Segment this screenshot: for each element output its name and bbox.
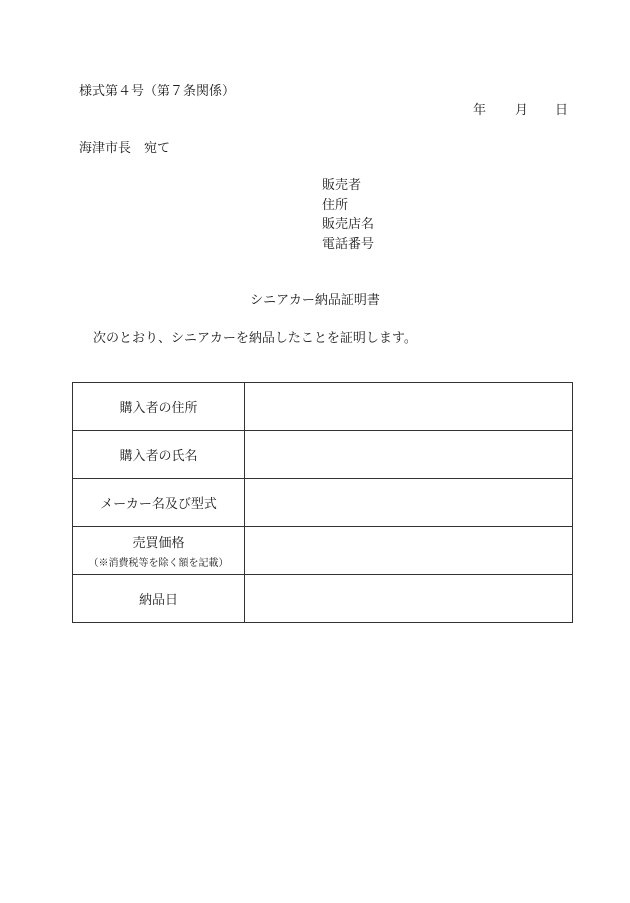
row-label-cell	[73, 431, 245, 479]
row-label-cell	[73, 527, 245, 575]
row-label: 納品日	[138, 593, 178, 608]
document-title: シニアカー納品証明書	[250, 293, 380, 308]
certification-statement: 次のとおり、シニアカーを納品したことを証明します。	[93, 331, 417, 346]
seller-block	[322, 176, 374, 254]
table-row	[73, 575, 573, 623]
table-row	[73, 479, 573, 527]
row-sublabel: （※消費税等を除く額を記載）	[88, 558, 229, 569]
purchaser-name-field[interactable]	[245, 431, 573, 479]
delivery-date-field[interactable]	[245, 575, 573, 623]
seller-address-label: 住所	[322, 197, 349, 213]
form-number: 様式第４号（第７条関係）	[79, 84, 236, 99]
sale-price-field[interactable]	[245, 527, 573, 575]
row-label-cell	[73, 479, 245, 527]
table-row	[73, 383, 573, 431]
date-day-label: 日	[555, 103, 569, 118]
row-label: メーカー名及び型式	[100, 497, 217, 512]
date-year-label: 年	[473, 103, 487, 118]
maker-model-field[interactable]	[245, 479, 573, 527]
row-label: 購入者の住所	[119, 401, 198, 416]
purchaser-address-field[interactable]	[245, 383, 573, 431]
addressee: 海津市長 宛て	[79, 141, 171, 156]
table-row	[73, 431, 573, 479]
table-row	[73, 527, 573, 575]
seller-store-name-label: 販売店名	[322, 217, 375, 232]
date-month-label: 月	[515, 103, 529, 118]
row-label-cell	[73, 575, 245, 623]
seller-label: 販売者	[322, 178, 362, 193]
seller-phone-label: 電話番号	[322, 236, 375, 252]
certificate-table	[72, 382, 573, 623]
row-label-cell	[73, 383, 245, 431]
row-label: 購入者の氏名	[119, 449, 198, 464]
row-label: 売買価格	[132, 536, 185, 551]
